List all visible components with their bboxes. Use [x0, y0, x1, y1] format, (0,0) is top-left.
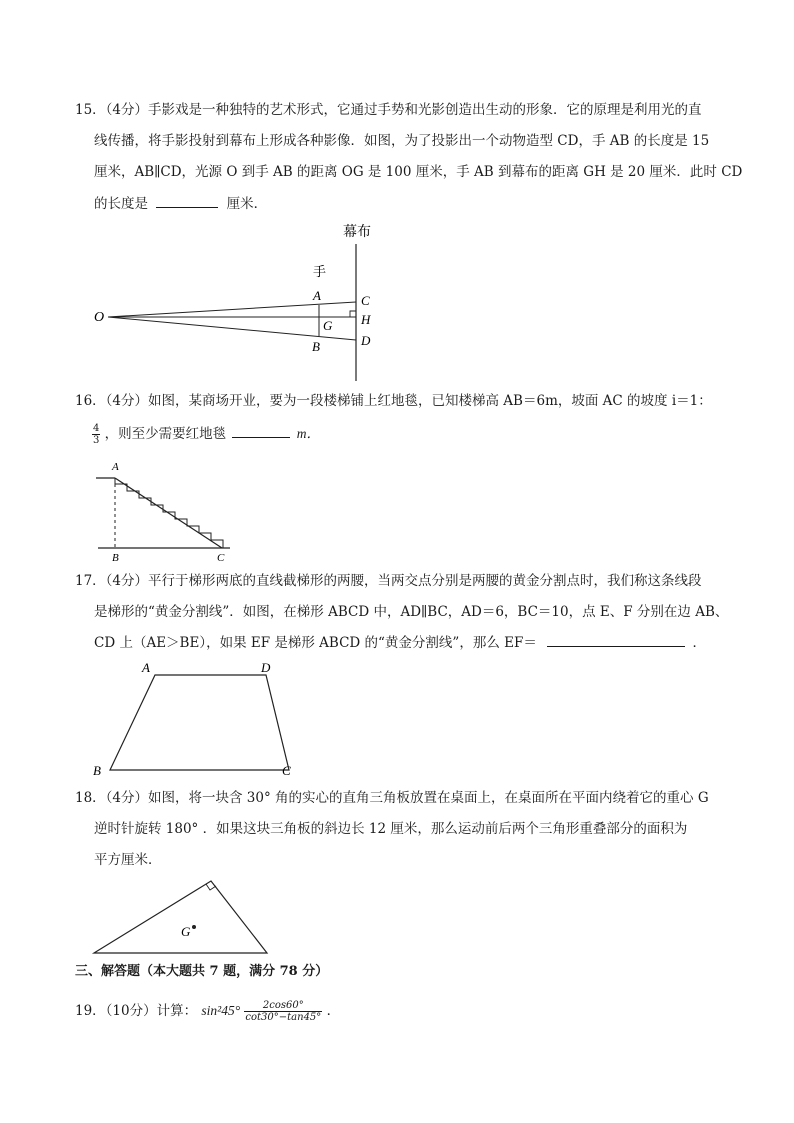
- label-G: G: [181, 924, 191, 939]
- q18-figure: [88, 874, 278, 958]
- q17-figure: [88, 658, 308, 783]
- q19-end: ．: [326, 1003, 341, 1019]
- q18-line-1: 18．（4分）如图，将一块含 30° 角的实心的直角三角板放置在桌面上，在桌面所在平面内绕着它的重心 G: [75, 790, 709, 806]
- q15-answer-blank[interactable]: [156, 194, 218, 208]
- q15-text-b: 厘米．: [226, 196, 268, 212]
- q17-answer-blank[interactable]: [547, 633, 685, 647]
- q19-prefix: 19．（10分）计算：: [75, 1003, 198, 1019]
- q19-fraction-num: 2cos60°: [244, 1000, 322, 1012]
- q15-figure: [88, 216, 388, 386]
- q19-expr: sin²45°: [201, 1003, 241, 1018]
- label-B: B: [312, 339, 320, 354]
- label-D: D: [361, 333, 371, 348]
- slope-AC: [115, 478, 222, 548]
- q16-text-a: ，则至少需要红地毯: [104, 426, 227, 442]
- q17-line-2: 是梯形的“黄金分割线”．如图，在梯形 ABCD 中，AD∥BC，AD＝6，BC＝10，点 E、F 分别在边 AB、: [94, 604, 729, 620]
- label-A: A: [313, 288, 321, 303]
- triangle-ruler: [94, 881, 267, 953]
- q15-line-4: [94, 194, 267, 213]
- q16-line-2: [92, 421, 320, 447]
- q16-fraction-den: 3: [93, 435, 100, 446]
- label-D: D: [261, 660, 271, 675]
- label-C: C: [282, 763, 291, 778]
- label-H: H: [361, 312, 371, 327]
- q16-line-1: 16．（4分）如图，某商场开业，要为一段楼梯铺上红地毯，已知楼梯高 AB＝6m，坡面 AC 的坡度 i＝1：: [75, 393, 712, 409]
- label-B: B: [93, 763, 101, 778]
- q17-line-3: [94, 633, 706, 652]
- label-G: G: [323, 318, 333, 333]
- q17-text-a: CD 上（AE＞BE），如果 EF 是梯形 ABCD 的“黄金分割线”，那么 EF＝: [94, 635, 537, 651]
- label-A: A: [112, 461, 119, 473]
- section-3-heading: 三、解答题（本大题共 7 题，满分 78 分）: [75, 964, 329, 979]
- centroid-G-dot: [192, 925, 196, 929]
- q15-line-3: 厘米，AB∥CD，光源 O 到手 AB 的距离 OG 是 100 厘米，手 AB 到幕布的距离 GH 是 20 厘米．此时 CD: [94, 164, 743, 180]
- q19-fraction: [244, 1000, 322, 1023]
- q16-figure: [90, 457, 240, 565]
- q16-text-b: m．: [296, 426, 321, 441]
- label-C: C: [361, 293, 370, 308]
- q15-line-2: 线传播，将手影投射到幕布上形成各种影像．如图，为了投影出一个动物造型 CD，手 AB 的长度是 15: [94, 133, 710, 149]
- q16-answer-blank[interactable]: [232, 424, 290, 438]
- q19-line: [75, 996, 340, 1026]
- label-C: C: [217, 552, 225, 564]
- label-screen: 幕布: [343, 225, 371, 240]
- label-A: A: [142, 660, 150, 675]
- q16-fraction-num: 4: [93, 423, 100, 434]
- label-hand: 手: [313, 264, 327, 279]
- q15-line-1: 15．（4分）手影戏是一种独特的艺术形式，它通过手势和光影创造出生动的形象．它的原理是利用光的直: [75, 102, 702, 118]
- q15-text-a: 的长度是: [94, 196, 148, 212]
- q19-fraction-den: cot30°−tan45°: [245, 1012, 322, 1023]
- label-O: O: [94, 310, 105, 325]
- q17-text-b: ．: [692, 635, 706, 651]
- q18-line-2: 逆时针旋转 180° ．如果这块三角板的斜边长 12 厘米，那么运动前后两个三角形重叠部分的面积为: [94, 821, 688, 837]
- q18-line-3: 平方厘米．: [94, 852, 162, 868]
- q16-fraction: [92, 423, 100, 446]
- right-angle-H: [350, 311, 356, 317]
- q17-line-1: 17．（4分）平行于梯形两底的直线截梯形的两腰，当两交点分别是两腰的黄金分割点时，我们称这条线段: [75, 573, 702, 589]
- trapezoid-ABCD: [110, 675, 289, 770]
- label-B: B: [112, 552, 119, 564]
